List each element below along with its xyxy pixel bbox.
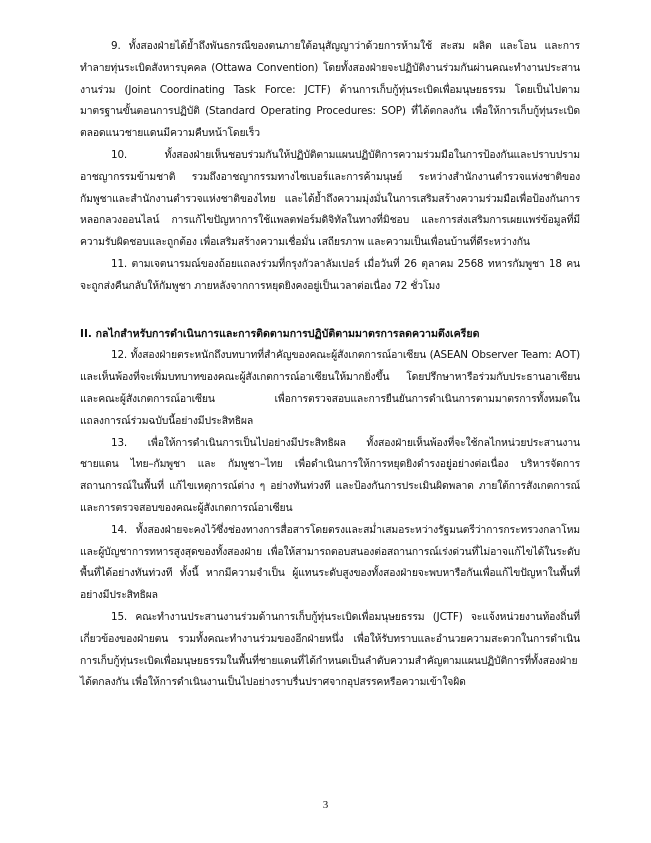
- paragraph-10: 10. ทั้งสองฝ่ายเห็นชอบร่วมกันให้ปฏิบัติตามแผนปฏิบัติการความร่วมมือในการป้องกันและปราบปรามอาชญากรรมข้ามชาติ รวมถึงอาชญากรรมทางไซเบอร์และการค้ามนุษย์ ระหว่างสำนักงานตำรวจแห่งชาติของกัมพูชาและสำนักงานตำรวจแห่งชาติของไทย และได้ย้ำถึงความมุ่งมั่นในการเสริมสร้างความร่วมมือเพื่อป้องกันการหลอกลวงออนไลน์ การแก้ไขปัญหาการใช้แพลตฟอร์มดิจิทัลในทางที่มิชอบ และการส่งเสริมการเผยแพร่ข้อมูลที่มีความรับผิดชอบและถูกต้อง เพื่อเสริมสร้างความเชื่อมั่น เสถียรภาพ และความเป็นเพื่อนบ้านที่ดีระหว่างกัน: [80, 148, 580, 249]
- page-number: 3: [322, 799, 329, 811]
- section-heading: II. กลไกสำหรับการดำเนินการและการติดตามการปฏิบัติตามมาตรการลดความตึงเครียด: [80, 327, 480, 340]
- paragraph-9: 9. ทั้งสองฝ่ายได้ย้ำถึงพันธกรณีของตนภายใต้อนุสัญญาว่าด้วยการห้ามใช้ สะสม ผลิต และโอน และการทำลายทุ่นระเบิดสังหารบุคคล (Ottawa Convention) โดยทั้งสองฝ่ายจะปฏิบัติงานร่วมกันผ่านคณะทำงานประสานงานร่วม (Joint Coordinating Task Force: JCTF) ด้านการเก็บกู้ทุ่นระเบิดเพื่อมนุษยธรรม โดยเป็นไปตามมาตรฐานขั้นตอนการปฏิบัติ (Standard Operating Procedures: SOP) ที่ได้ตกลงกัน เพื่อให้การเก็บกู้ทุ่นระเบิดตลอดแนวชายแดนมีความคืบหน้าโดยเร็ว: [80, 40, 580, 140]
- paragraph-12: 12. ทั้งสองฝ่ายตระหนักถึงบทบาทที่สำคัญของคณะผู้สังเกตการณ์อาเซียน (ASEAN Observer Team: AOT) และเห็นพ้องที่จะเพิ่มบทบาทของคณะผู้สังเกตการณ์อาเซียนให้มากยิ่งขึ้น โดยปรึกษาหารือร่วมกับประธานอาเซียนและคณะผู้สังเกตการณ์อาเซียน เพื่อการตรวจสอบและการยืนยันการดำเนินการตามมาตรการทั้งหมดในแถลงการณ์ร่วมฉบับนี้อย่างมีประสิทธิผล: [80, 349, 580, 427]
- document-page: [80, 36, 580, 694]
- paragraph-11: 11. ตามเจตนารมณ์ของถ้อยแถลงร่วมที่กรุงกัวลาลัมเปอร์ เมื่อวันที่ 26 ตุลาคม 2568 ทหารกัมพูชา 18 คน จะถูกส่งคืนกลับให้กัมพูชา ภายหลังจากการหยุดยิงคงอยู่เป็นเวลาต่อเนื่อง 72 ชั่วโมง: [80, 257, 580, 292]
- paragraph-13: 13. เพื่อให้การดำเนินการเป็นไปอย่างมีประสิทธิผล ทั้งสองฝ่ายเห็นพ้องที่จะใช้กลไกหน่วยประสานงานชายแดน ไทย–กัมพูชา และ กัมพูชา–ไทย เพื่อดำเนินการให้การหยุดยิงดำรงอยู่อย่างต่อเนื่อง บริหารจัดการสถานการณ์ในพื้นที่ แก้ไขเหตุการณ์ต่าง ๆ อย่างทันท่วงที และป้องกันการประเมินผิดพลาด ภายใต้การสังเกตการณ์และการตรวจสอบของคณะผู้สังเกตการณ์อาเซียน: [80, 436, 580, 514]
- section-spacer: [80, 298, 580, 324]
- paragraph-15: 15. คณะทำงานประสานงานร่วมด้านการเก็บกู้ทุ่นระเบิดเพื่อมนุษยธรรม (JCTF) จะแจ้งหน่วยงานท้องถิ่นที่เกี่ยวข้องของฝ่ายตน รวมทั้งคณะทำงานร่วมของอีกฝ่ายหนึ่ง เพื่อให้รับทราบและอำนวยความสะดวกในการดำเนินการเก็บกู้ทุ่นระเบิดเพื่อมนุษยธรรมในพื้นที่ชายแดนที่ได้กำหนดเป็นลำดับความสำคัญตามแผนปฏิบัติการที่ทั้งสองฝ่ายได้ตกลงกัน เพื่อให้การดำเนินงานเป็นไปอย่างราบรื่นปราศจากอุปสรรคหรือความเข้าใจผิด: [80, 610, 580, 689]
- paragraph-14: 14. ทั้งสองฝ่ายจะคงไว้ซึ่งช่องทางการสื่อสารโดยตรงและสม่ำเสมอระหว่างรัฐมนตรีว่าการกระทรวงกลาโหมและผู้บัญชาการทหารสูงสุดของทั้งสองฝ่าย เพื่อให้สามารถตอบสนองต่อสถานการณ์เร่งด่วนที่ไม่อาจแก้ไขได้ในระดับพื้นที่ได้อย่างทันท่วงที ทั้งนี้ หากมีความจำเป็น ผู้แทนระดับสูงของทั้งสองฝ่ายจะพบหารือกันเพื่อแก้ไขปัญหาในพื้นที่อย่างมีประสิทธิผล: [80, 523, 580, 602]
